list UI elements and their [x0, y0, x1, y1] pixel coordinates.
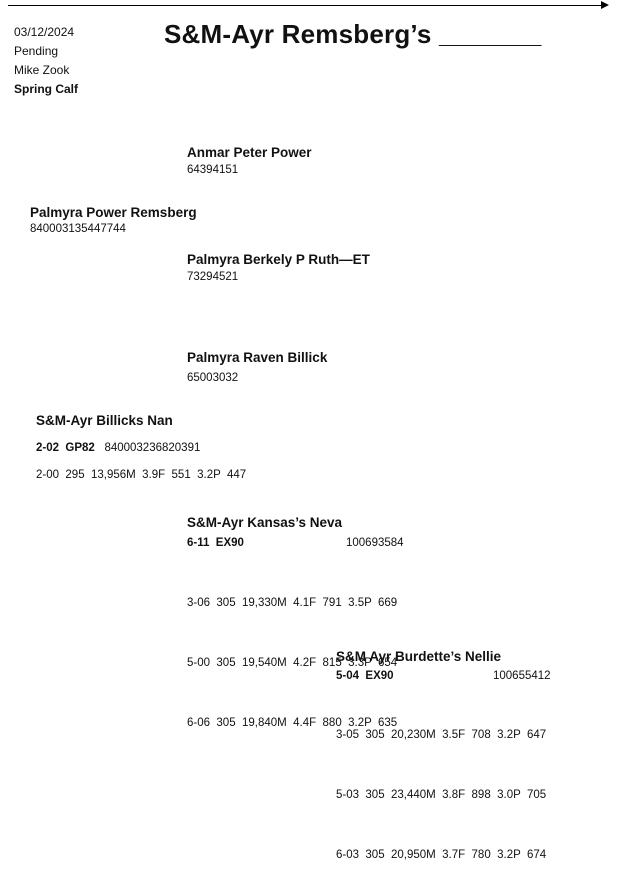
sire-sire-reg: 64394151	[187, 164, 239, 176]
dam-dam-dam-classification	[336, 670, 566, 682]
dam-classification	[36, 442, 200, 454]
sire-sire-name: Anmar Peter Power	[187, 145, 312, 160]
sire-dam-name: Palmyra Berkely P Ruth—ET	[187, 252, 370, 267]
record-row: 3-06 305 19,330M 4.1F 791 3.5P 669	[187, 597, 398, 609]
page-title: S&M-Ayr Remsberg’s _______	[164, 19, 542, 49]
record-row: 5-03 305 23,440M 3.8F 898 3.0P 705	[336, 789, 547, 801]
dam-dam-dam-score: EX90	[365, 670, 394, 682]
dam-dam-classification	[187, 537, 417, 549]
dam-dam-name: S&M-Ayr Kansas’s Neva	[187, 515, 343, 530]
top-rule	[8, 5, 603, 6]
dam-dam-dam-reg: 100655412	[493, 670, 551, 682]
dam-age-class: 2-02	[36, 442, 60, 454]
dam-reg: 840003236820391	[104, 442, 201, 454]
dam-dam-reg: 100693584	[346, 537, 404, 549]
dam-dam-dam-records	[336, 685, 546, 885]
dam-sire-name: Palmyra Raven Billick	[187, 350, 328, 365]
dam-dam-score: EX90	[215, 537, 244, 549]
dam-name: S&M-Ayr Billicks Nan	[36, 413, 173, 428]
record-row: 6-03 305 20,950M 3.7F 780 3.2P 674	[336, 849, 547, 861]
dam-dam-age-class: 6-11	[187, 537, 210, 549]
dam-dam-dam-name: S&M Ayr Burdette’s Nellie	[336, 649, 502, 664]
sire-dam-reg: 73294521	[187, 271, 239, 283]
date-text: 03/12/2024	[14, 25, 75, 39]
header-meta	[14, 23, 78, 99]
record-row: 5-00 305 19,540M 4.2F 815 3.3P 654	[187, 657, 398, 669]
arrow-right-icon	[601, 1, 609, 9]
dam-sire-reg: 65003032	[187, 372, 239, 384]
dam-dam-dam-age-class: 5-04	[336, 670, 360, 682]
class-text: Spring Calf	[14, 82, 79, 96]
sire-reg: 840003135447744	[30, 223, 126, 235]
owner-text: Mike Zook	[14, 63, 70, 77]
dam-score: GP82	[65, 442, 95, 454]
record-row: 3-05 305 20,230M 3.5F 708 3.2P 647	[336, 729, 547, 741]
sire-name: Palmyra Power Remsberg	[30, 205, 197, 220]
record-row: 6-06 305 19,840M 4.4F 880 3.2P 635	[187, 717, 398, 729]
dam-record: 2-00 295 13,956M 3.9F 551 3.2P 447	[36, 469, 247, 481]
status-text: Pending	[14, 44, 59, 58]
